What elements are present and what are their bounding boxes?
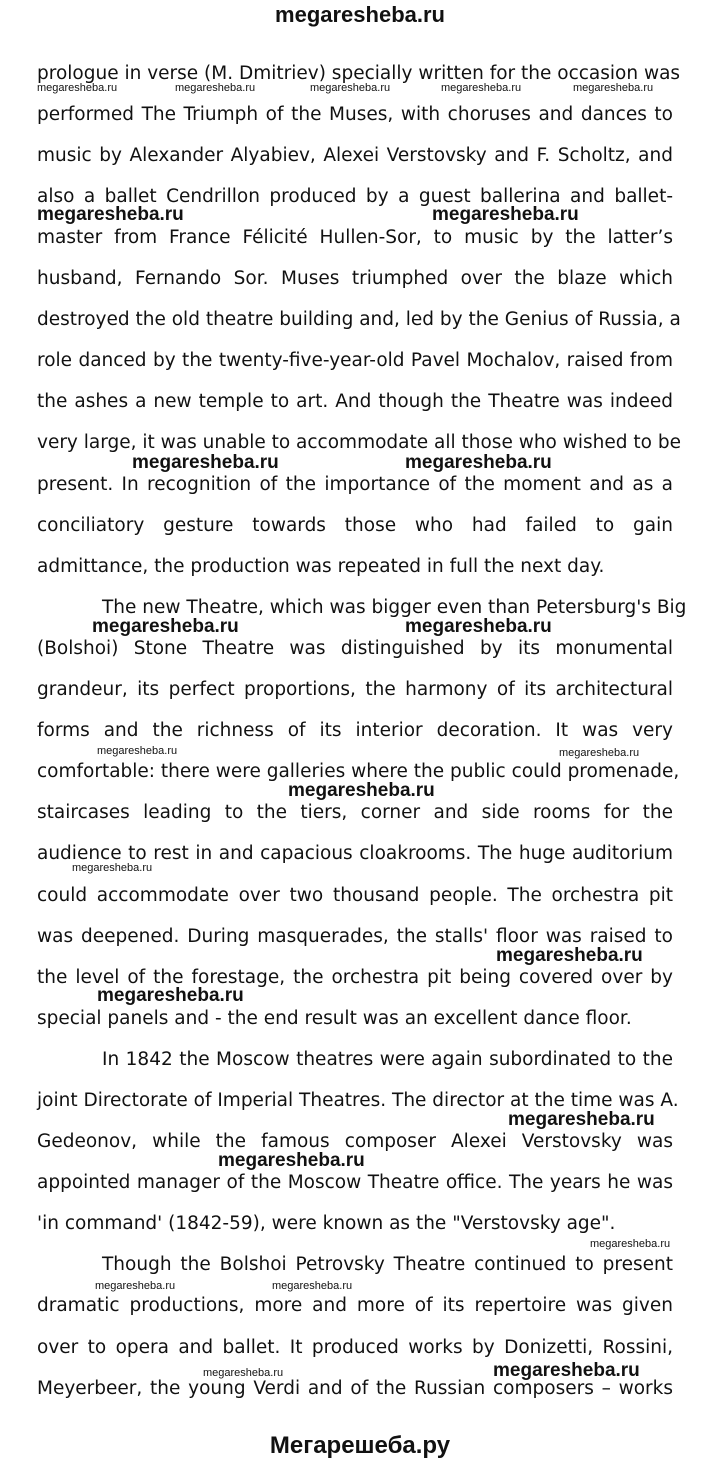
watermark: megaresheba.ru	[508, 1109, 655, 1130]
text-line: very large, it was unable to accommodate all those who wished to be	[37, 432, 681, 453]
text-line: joint Directorate of Imperial Theatres. The director at the time was A.	[37, 1090, 679, 1111]
text-line: 'in command' (1842-59), were known as the "Verstovsky age".	[37, 1213, 616, 1234]
watermark: megaresheba.ru	[493, 1360, 640, 1381]
text-line: present. In recognition of the importance of the moment and as a	[37, 474, 673, 495]
watermark: megaresheba.ru	[405, 616, 552, 637]
site-header: megaresheba.ru	[275, 2, 445, 27]
watermark: megaresheba.ru	[132, 452, 279, 473]
watermark: megaresheba.ru	[218, 1150, 365, 1171]
text-line: comfortable: there were galleries where the public could promenade,	[37, 761, 680, 782]
watermark: megaresheba.ru	[175, 82, 256, 94]
text-line: forms and the richness of its interior decoration. It was very	[37, 720, 673, 741]
watermark: megaresheba.ru	[92, 616, 239, 637]
text-line: role danced by the twenty-five-year-old Pavel Mochalov, raised from	[37, 350, 673, 371]
watermark: megaresheba.ru	[97, 985, 244, 1006]
watermark: megaresheba.ru	[272, 1280, 353, 1292]
text-line: Though the Bolshoi Petrovsky Theatre continued to present	[102, 1254, 673, 1275]
watermark: megaresheba.ru	[405, 452, 552, 473]
watermark: megaresheba.ru	[203, 1367, 284, 1379]
watermark: megaresheba.ru	[37, 82, 118, 94]
text-line: also a ballet Cendrillon produced by a guest ballerina and ballet-	[37, 186, 673, 207]
watermark: megaresheba.ru	[496, 945, 643, 966]
text-line: admittance, the production was repeated in full the next day.	[37, 556, 605, 577]
watermark: megaresheba.ru	[590, 1238, 671, 1250]
text-line: husband, Fernando Sor. Muses triumphed over the blaze which	[37, 268, 673, 289]
text-line: special panels and - the end result was an excellent dance floor.	[37, 1008, 632, 1029]
text-line: the level of the forestage, the orchestra pit being covered over by	[37, 967, 673, 988]
text-line: staircases leading to the tiers, corner and side rooms for the	[37, 802, 673, 823]
text-line: dramatic productions, more and more of its repertoire was given	[37, 1295, 673, 1316]
text-line: master from France Félicité Hullen-Sor, to music by the latter’s	[37, 227, 673, 248]
watermark: megaresheba.ru	[288, 780, 435, 801]
text-line: prologue in verse (M. Dmitriev) specially written for the occasion was	[37, 63, 681, 84]
text-line: could accommodate over two thousand people. The orchestra pit	[37, 885, 673, 906]
text-line: grandeur, its perfect proportions, the harmony of its architectural	[37, 679, 673, 700]
watermark: megaresheba.ru	[441, 82, 522, 94]
text-line: (Bolshoi) Stone Theatre was distinguished by its monumental	[37, 638, 673, 659]
watermark: megaresheba.ru	[573, 82, 654, 94]
text-line: Gedeonov, while the famous composer Alexei Verstovsky was	[37, 1131, 673, 1152]
text-line: audience to rest in and capacious cloakrooms. The huge auditorium	[37, 843, 673, 864]
text-line: performed The Triumph of the Muses, with choruses and dances to	[37, 104, 673, 125]
site-footer: Мегарешеба.ру	[269, 1432, 451, 1459]
text-line: over to opera and ballet. It produced works by Donizetti, Rossini,	[37, 1337, 673, 1358]
watermark: megaresheba.ru	[95, 1280, 176, 1292]
text-line: appointed manager of the Moscow Theatre office. The years he was	[37, 1172, 673, 1193]
text-line: conciliatory gesture towards those who had failed to gain	[37, 515, 673, 536]
text-line: The new Theatre, which was bigger even than Petersburg's Big	[102, 597, 687, 618]
text-line: destroyed the old theatre building and, led by the Genius of Russia, a	[37, 309, 681, 330]
watermark: megaresheba.ru	[310, 82, 391, 94]
text-line: the ashes a new temple to art. And though the Theatre was indeed	[37, 391, 673, 412]
text-line: In 1842 the Moscow theatres were again subordinated to the	[102, 1049, 673, 1070]
watermark: megaresheba.ru	[37, 204, 184, 225]
watermark: megaresheba.ru	[72, 862, 153, 874]
watermark: megaresheba.ru	[559, 747, 640, 759]
text-line: was deepened. During masquerades, the stalls' floor was raised to	[37, 926, 673, 947]
watermark: megaresheba.ru	[97, 745, 178, 757]
text-line: music by Alexander Alyabiev, Alexei Verstovsky and F. Scholtz, and	[37, 145, 673, 166]
text-line: Meyerbeer, the young Verdi and of the Russian composers – works	[37, 1378, 673, 1399]
watermark: megaresheba.ru	[432, 204, 579, 225]
